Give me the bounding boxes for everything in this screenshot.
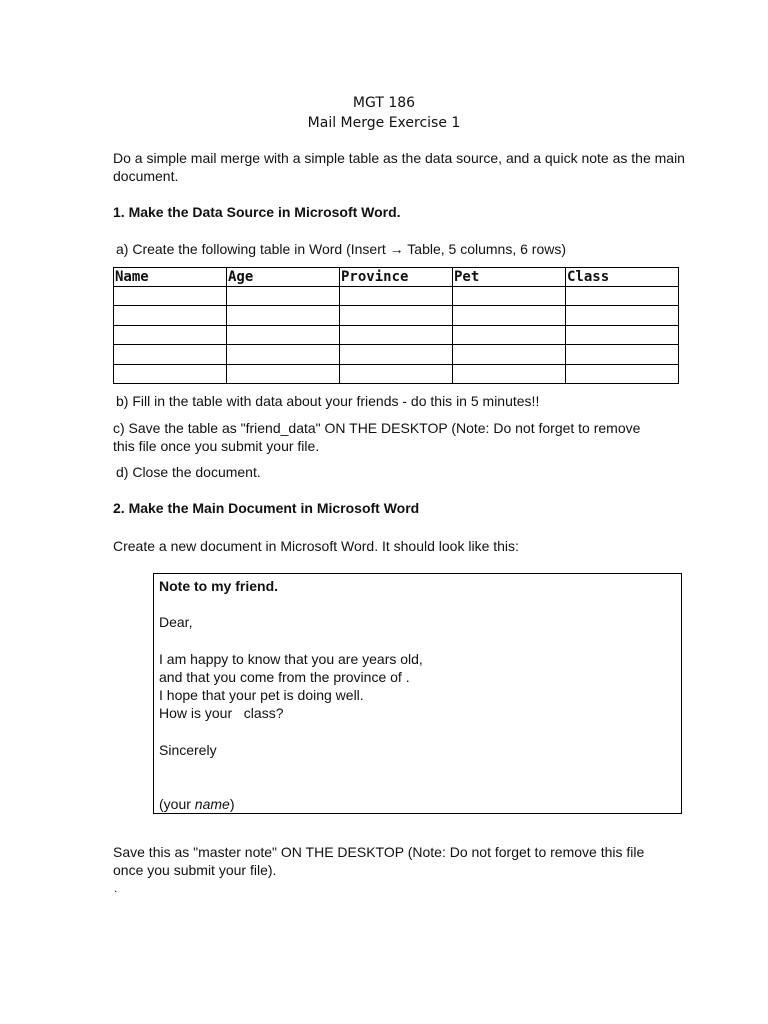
section-2-heading: 2. Make the Main Document in Microsoft Word bbox=[113, 500, 420, 516]
trailing-dot: . bbox=[114, 881, 118, 895]
table-cell bbox=[340, 287, 453, 306]
column-header-class: Class bbox=[566, 268, 679, 287]
table-cell bbox=[227, 325, 340, 344]
page-title: Mail Merge Exercise 1 bbox=[307, 115, 461, 131]
table-cell bbox=[227, 364, 340, 383]
table-header-row bbox=[114, 268, 679, 287]
table-cell bbox=[227, 345, 340, 364]
table-cell bbox=[227, 306, 340, 325]
document-title-block bbox=[0, 93, 768, 133]
note-line-4: How is your class? bbox=[159, 705, 284, 721]
step-a-text: a) Create the following table in Word (Insert → Table, 5 columns, 6 rows) bbox=[116, 241, 567, 257]
table-cell bbox=[566, 364, 679, 383]
table-cell bbox=[114, 345, 227, 364]
table-row bbox=[114, 287, 679, 306]
table-cell bbox=[566, 287, 679, 306]
note-closing: Sincerely bbox=[159, 742, 217, 758]
note-line-1: I am happy to know that you are years old, bbox=[159, 651, 423, 667]
table-cell bbox=[340, 306, 453, 325]
table-cell bbox=[114, 287, 227, 306]
sample-note-box bbox=[153, 573, 682, 814]
section-1-heading: 1. Make the Data Source in Microsoft Word. bbox=[113, 204, 401, 220]
save-note-paragraph: Save this as "master note" ON THE DESKTOP (Note: Do not forget to remove this file once you submit your file). bbox=[113, 844, 645, 878]
note-line-2: and that you come from the province of . bbox=[159, 669, 410, 685]
step-d-text: d) Close the document. bbox=[116, 464, 261, 480]
signature-name-italic: name bbox=[194, 796, 230, 812]
table-cell bbox=[340, 364, 453, 383]
note-greeting: Dear, bbox=[159, 614, 193, 630]
table-cell bbox=[453, 287, 566, 306]
table-cell bbox=[114, 364, 227, 383]
table-cell bbox=[340, 325, 453, 344]
step-c-text: c) Save the table as "friend_data" ON THE DESKTOP (Note: Do not forget to remove this file once you submit your file. bbox=[113, 420, 641, 454]
table-cell bbox=[453, 345, 566, 364]
table-cell bbox=[566, 345, 679, 364]
column-header-age: Age bbox=[227, 268, 340, 287]
friend-data-table bbox=[113, 267, 679, 384]
table-cell bbox=[114, 325, 227, 344]
table-row bbox=[114, 306, 679, 325]
table-cell bbox=[566, 306, 679, 325]
note-line-3: I hope that your pet is doing well. bbox=[159, 687, 364, 703]
table-cell bbox=[566, 325, 679, 344]
column-header-province: Province bbox=[340, 268, 453, 287]
table-row bbox=[114, 364, 679, 383]
table-cell bbox=[453, 364, 566, 383]
section-2-instruction: Create a new document in Microsoft Word. It should look like this: bbox=[113, 538, 519, 554]
table-cell bbox=[114, 306, 227, 325]
table-row bbox=[114, 345, 679, 364]
table-cell bbox=[453, 306, 566, 325]
step-b-text: b) Fill in the table with data about your friends - do this in 5 minutes!! bbox=[116, 393, 540, 409]
column-header-pet: Pet bbox=[453, 268, 566, 287]
table-cell bbox=[340, 345, 453, 364]
note-signature bbox=[159, 795, 235, 813]
table-row bbox=[114, 325, 679, 344]
signature-prefix: (your bbox=[159, 796, 195, 812]
signature-suffix: ) bbox=[229, 796, 235, 812]
note-title: Note to my friend. bbox=[159, 578, 279, 594]
table-cell bbox=[453, 325, 566, 344]
table-cell bbox=[227, 287, 340, 306]
course-code: MGT 186 bbox=[352, 95, 416, 111]
intro-paragraph: Do a simple mail merge with a simple table as the data source, and a quick note as the main document. bbox=[113, 150, 685, 184]
column-header-name: Name bbox=[114, 268, 227, 287]
